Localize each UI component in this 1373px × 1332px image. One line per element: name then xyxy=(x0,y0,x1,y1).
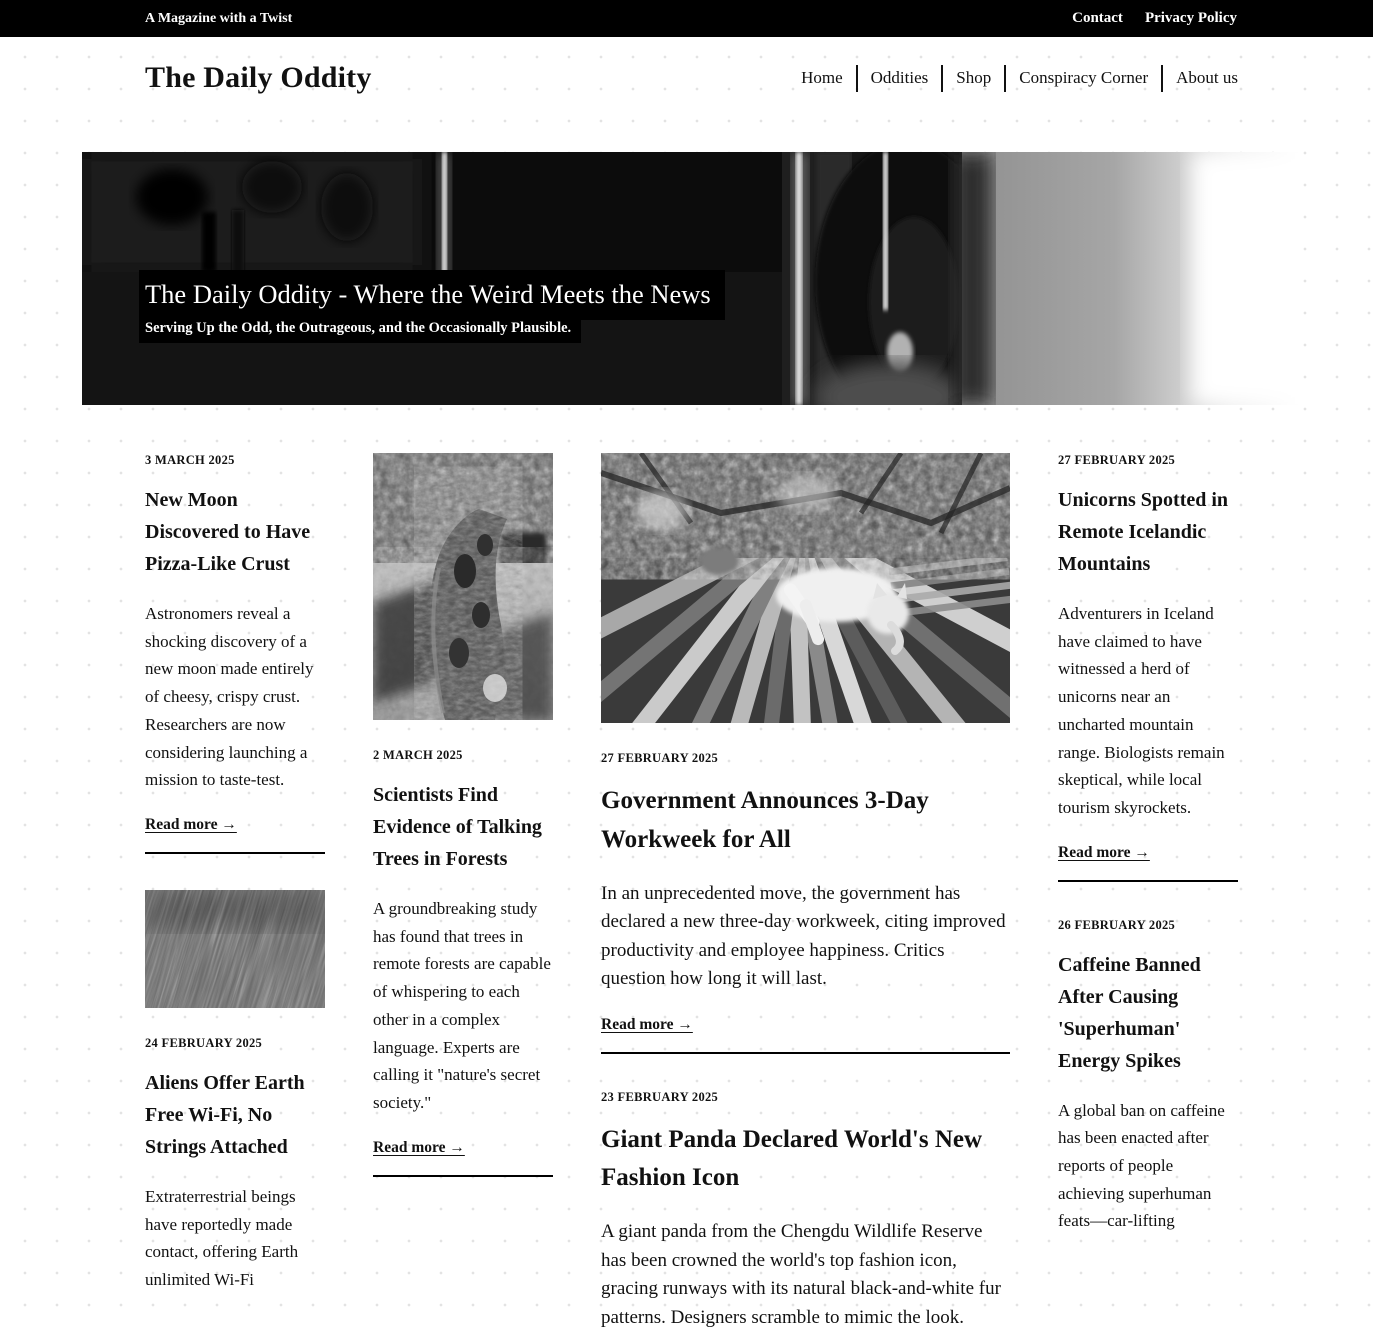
article-date: 27 FEBRUARY 2025 xyxy=(601,751,1010,766)
main-nav xyxy=(801,65,1238,92)
site-title[interactable]: The Daily Oddity xyxy=(145,61,372,95)
article-panda xyxy=(601,1090,1010,1332)
nav-divider xyxy=(1161,65,1163,92)
article-aliens-wifi xyxy=(145,890,325,1294)
site-tagline: A Magazine with a Twist xyxy=(145,11,292,27)
article-date: 3 MARCH 2025 xyxy=(145,453,325,468)
article-title: Giant Panda Declared World's New Fashion Icon xyxy=(601,1121,1010,1199)
nav-item-oddities[interactable]: Oddities xyxy=(871,68,929,88)
article-divider xyxy=(601,1052,1010,1054)
hero-title: The Daily Oddity - Where the Weird Meets the News xyxy=(139,281,725,308)
article-excerpt: Extraterrestrial beings have reportedly made contact, offering Earth unlimited Wi-Fi xyxy=(145,1183,325,1294)
article-excerpt: Adventurers in Iceland have claimed to have witnessed a herd of unicorns near an uncharted mountain range. Biologists remain skeptical, while local tourism skyrockets. xyxy=(1058,600,1238,822)
article-date: 24 FEBRUARY 2025 xyxy=(145,1036,325,1051)
tree-trunk-photo xyxy=(373,453,553,720)
topbar xyxy=(0,0,1373,37)
privacy-policy-link[interactable]: Privacy Policy xyxy=(1145,10,1237,27)
article-date: 27 FEBRUARY 2025 xyxy=(1058,453,1238,468)
nav-item-shop[interactable]: Shop xyxy=(956,68,991,88)
article-title: Caffeine Banned After Causing 'Superhuman' Energy Spikes xyxy=(1058,949,1238,1077)
article-divider xyxy=(373,1175,553,1177)
article-title: Unicorns Spotted in Remote Icelandic Mountains xyxy=(1058,484,1238,580)
article-talking-trees xyxy=(373,453,553,1177)
article-divider xyxy=(1058,880,1238,882)
article-date: 26 FEBRUARY 2025 xyxy=(1058,918,1238,933)
column-1 xyxy=(145,453,325,1294)
article-title: New Moon Discovered to Have Pizza-Like Crust xyxy=(145,484,325,580)
article-grid xyxy=(145,453,1238,1332)
read-more-link[interactable]: Read more → xyxy=(373,1139,465,1157)
article-caffeine xyxy=(1058,918,1238,1236)
article-workweek xyxy=(601,453,1010,1054)
article-date: 23 FEBRUARY 2025 xyxy=(601,1090,1010,1105)
article-excerpt: Astronomers reveal a shocking discovery of a new moon made entirely of cheesy, crispy crust. Researchers are now considering launching a mission to taste-test. xyxy=(145,600,325,794)
gray-fur-photo xyxy=(145,890,325,1008)
nav-item-home[interactable]: Home xyxy=(801,68,843,88)
column-4 xyxy=(1058,453,1238,1235)
article-title: Aliens Offer Earth Free Wi-Fi, No Strings Attached xyxy=(145,1067,325,1163)
nav-divider xyxy=(856,65,858,92)
hero-banner xyxy=(82,152,1300,405)
article-divider xyxy=(145,852,325,854)
nav-divider xyxy=(941,65,943,92)
hero-text xyxy=(139,281,725,335)
hero-subtitle: Serving Up the Odd, the Outrageous, and the Occasionally Plausible. xyxy=(139,321,725,336)
article-excerpt: A groundbreaking study has found that trees in remote forests are capable of whispering to each other in a complex language. Experts are calling it "nature's secret society." xyxy=(373,895,553,1117)
article-excerpt: A giant panda from the Chengdu Wildlife Reserve has been crowned the world's top fashion icon, gracing runways with its natural black-and-white fur patterns. Designers scramble to mimic the look. xyxy=(601,1218,1010,1332)
column-2 xyxy=(373,453,553,1213)
article-excerpt: In an unprecedented move, the government has declared a new three-day workweek, citing improved productivity and employee happiness. Critics question how long it will last. xyxy=(601,880,1010,994)
article-excerpt: A global ban on caffeine has been enacted after reports of people achieving superhuman feats—car-lifting xyxy=(1058,1097,1238,1236)
cat-on-bamboo-photo xyxy=(601,453,1010,723)
masthead xyxy=(0,37,1373,95)
column-3 xyxy=(601,453,1010,1332)
read-more-link[interactable]: Read more → xyxy=(601,1016,693,1034)
nav-divider xyxy=(1004,65,1006,92)
nav-item-conspiracy-corner[interactable]: Conspiracy Corner xyxy=(1019,68,1148,88)
contact-link[interactable]: Contact xyxy=(1072,10,1123,27)
article-date: 2 MARCH 2025 xyxy=(373,748,553,763)
article-new-moon xyxy=(145,453,325,854)
topbar-links xyxy=(1072,10,1237,27)
article-unicorns xyxy=(1058,453,1238,882)
nav-item-about-us[interactable]: About us xyxy=(1176,68,1238,88)
article-title: Government Announces 3-Day Workweek for All xyxy=(601,782,1010,860)
article-title: Scientists Find Evidence of Talking Trees in Forests xyxy=(373,779,553,875)
read-more-link[interactable]: Read more → xyxy=(145,816,237,834)
read-more-link[interactable]: Read more → xyxy=(1058,844,1150,862)
